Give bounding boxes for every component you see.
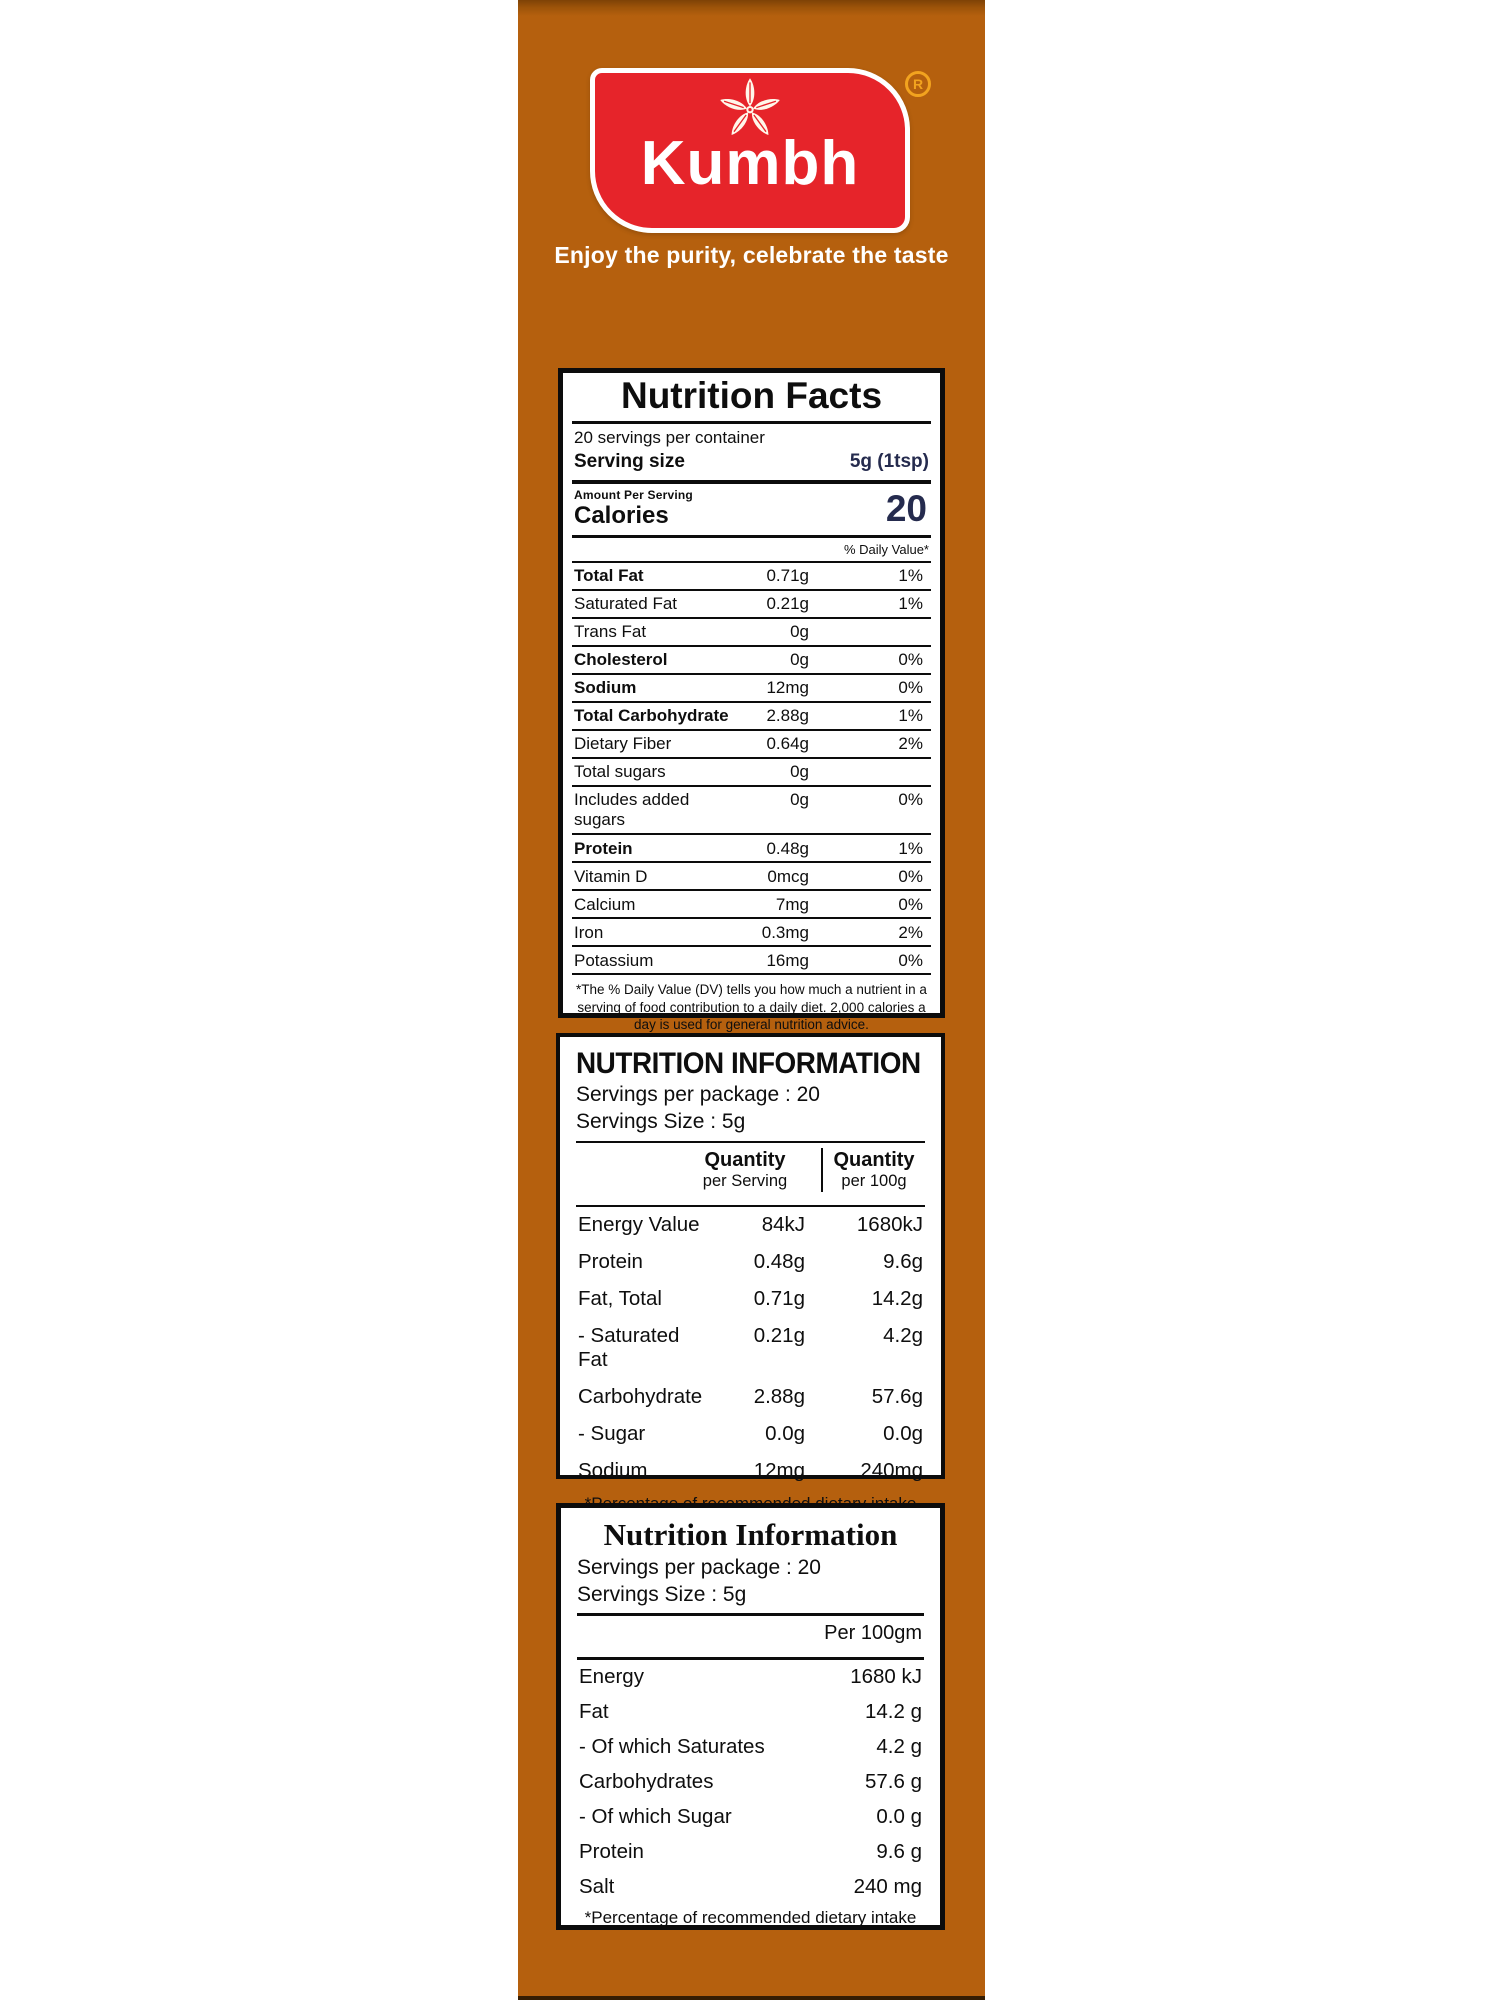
brand-tagline: Enjoy the purity, celebrate the taste: [554, 242, 949, 268]
nutrient-row-label: - Of which Saturates: [579, 1735, 765, 1759]
nutrition-information-table: [576, 1207, 925, 1490]
nutrient-row-label: Vitamin D: [574, 866, 648, 886]
nutrient-row-amount: 2.88g: [766, 706, 809, 726]
nutrient-row-amount: 16mg: [766, 950, 809, 970]
nutrient-row: [576, 1318, 925, 1379]
nutrient-row: [572, 863, 931, 891]
brand-logo: [590, 68, 910, 233]
nutrient-row-amount: 0.48g: [766, 838, 809, 858]
nutrient-row-per_serving: 0.21g: [753, 1324, 805, 1348]
column-header-line: per Serving: [702, 1172, 788, 1190]
nutrient-row-amount: 0mcg: [767, 866, 809, 886]
nutrition-facts-panel: [558, 368, 945, 1033]
calories-value: 20: [885, 487, 927, 529]
nutrient-row: [577, 1835, 924, 1870]
column-header-line: Quantity: [833, 1149, 915, 1171]
nutrient-row: [576, 1379, 925, 1416]
nutrient-row-dv: 0%: [898, 650, 923, 670]
nutrition-information-title: NUTRITION INFORMATION: [576, 1047, 921, 1080]
column-header-per-serving: [669, 1148, 821, 1192]
nutrient-row-per_100g: 0.0g: [883, 1422, 923, 1446]
nutrient-row-dv: 1%: [898, 566, 923, 586]
nutrient-row: [572, 731, 931, 759]
table-column-headers: [576, 1143, 925, 1198]
package-strip: [518, 0, 985, 2000]
nutrient-row: [576, 1207, 925, 1244]
nutrient-row: [572, 675, 931, 703]
nutrient-row-per_serving: 12mg: [753, 1459, 805, 1483]
nutrient-row-label: Fat, Total: [578, 1287, 662, 1311]
column-header-line: Quantity: [704, 1149, 786, 1171]
amount-per-serving-label: Amount Per Serving: [574, 487, 693, 502]
nutrient-row: [572, 619, 931, 647]
nutrient-row-label: Sodium: [574, 678, 637, 698]
nutrient-row-label: - Of which Sugar: [579, 1805, 732, 1829]
nutrient-row-dv: 2%: [898, 734, 923, 754]
nutrition-information-per100-panel: [556, 1503, 945, 1930]
nutrient-row-label: Total Fat: [574, 566, 644, 586]
nutrient-row: [572, 563, 931, 591]
nutrient-row-label: Energy: [579, 1665, 644, 1689]
per-100gm-header: Per 100gm: [824, 1621, 922, 1644]
nutrient-row-label: Calcium: [574, 894, 636, 914]
nutrition-information-panel: [556, 1033, 945, 1483]
nutrient-row-value: 57.6 g: [865, 1770, 922, 1794]
column-header-line: per 100g: [841, 1172, 907, 1190]
nutrient-row: [572, 919, 931, 947]
daily-value-footnote: *The % Daily Value (DV) tells you how much a nutrient in a serving of food contribution to a daily diet. 2,000 calories a day is used for general nutrition advice.: [576, 982, 927, 1033]
nutrient-row-amount: 0.21g: [766, 594, 809, 614]
nutrient-row-label: Salt: [579, 1875, 615, 1899]
nutrient-row-per_serving: 0.71g: [753, 1287, 805, 1311]
nutrient-row-value: 0.0 g: [876, 1805, 922, 1829]
nutrient-row-label: Trans Fat: [574, 622, 647, 642]
brand-name: Kumbh: [640, 129, 860, 198]
dietary-intake-footnote: *Percentage of recommended dietary intake: [584, 1907, 917, 1927]
nutrient-row-dv: 2%: [898, 922, 923, 942]
nutrient-row: [572, 787, 931, 835]
servings-size: Servings Size : 5g: [576, 1110, 746, 1133]
nutrient-row: [572, 647, 931, 675]
calories-section: [572, 484, 931, 538]
nutrient-row: [572, 759, 931, 787]
servings-per-package: Servings per package : 20: [576, 1083, 820, 1106]
nutrition-facts-table: [572, 563, 931, 976]
nutrient-row-amount: 0.71g: [766, 566, 809, 586]
nutrient-row: [576, 1244, 925, 1281]
calories-label: Calories: [574, 501, 669, 529]
nutrient-row: [576, 1453, 925, 1490]
nutrient-row-label: Protein: [579, 1840, 644, 1864]
nutrient-row-label: - Saturated Fat: [578, 1324, 680, 1372]
nutrient-row-label: Carbohydrate: [578, 1385, 703, 1409]
nutrient-row-dv: 0%: [898, 790, 923, 810]
nutrient-row-amount: 0g: [790, 790, 809, 810]
nutrient-row-per_100g: 9.6g: [883, 1250, 923, 1274]
nutrient-row-dv: 1%: [898, 706, 923, 726]
nutrient-row: [572, 591, 931, 619]
nutrient-row-value: 240 mg: [853, 1875, 922, 1899]
nutrient-row-label: - Sugar: [578, 1422, 646, 1446]
nutrient-row: [572, 947, 931, 975]
nutrient-row-amount: 0.64g: [766, 734, 809, 754]
nutrient-row-value: 1680 kJ: [850, 1665, 922, 1689]
nutrient-row-per_serving: 2.88g: [753, 1385, 805, 1409]
nutrient-row: [577, 1730, 924, 1765]
nutrient-row-amount: 12mg: [766, 678, 809, 698]
nutrient-row-per_100g: 14.2g: [871, 1287, 923, 1311]
nutrient-row-label: Fat: [579, 1700, 609, 1724]
nutrient-row-label: Iron: [574, 922, 604, 942]
serving-size-label: Serving size: [574, 450, 685, 472]
nutrient-row-per_serving: 84kJ: [761, 1213, 805, 1237]
nutrient-row: [572, 835, 931, 863]
column-header-per-100g: [821, 1148, 925, 1192]
nutrition-facts-title: Nutrition Facts: [572, 373, 931, 424]
nutrient-row-dv: 1%: [898, 594, 923, 614]
servings-size: Servings Size : 5g: [577, 1582, 747, 1606]
per-100gm-table: [577, 1660, 924, 1905]
nutrient-row-label: Energy Value: [578, 1213, 700, 1237]
serving-info-section: [572, 424, 931, 484]
nutrient-row-label: Sodium: [578, 1459, 648, 1483]
nutrient-row-amount: 0g: [790, 650, 809, 670]
nutrient-row: [577, 1800, 924, 1835]
nutrient-row: [576, 1416, 925, 1453]
nutrient-row-label: Potassium: [574, 950, 654, 970]
nutrient-row-label: Dietary Fiber: [574, 734, 672, 754]
nutrient-row-dv: 0%: [898, 866, 923, 886]
nutrient-row-value: 14.2 g: [865, 1700, 922, 1724]
daily-value-header: % Daily Value*: [572, 538, 931, 563]
nutrient-row: [577, 1695, 924, 1730]
nutrient-row: [576, 1281, 925, 1318]
nutrient-row-amount: 7mg: [775, 894, 809, 914]
nutrient-row-value: 9.6 g: [876, 1840, 922, 1864]
nutrient-row-dv: 0%: [898, 950, 923, 970]
nutrient-row-dv: 0%: [898, 678, 923, 698]
nutrient-row-label: Cholesterol: [574, 650, 668, 670]
servings-per-container: 20 servings per container: [574, 427, 765, 447]
nutrient-row-label: Total Carbohydrate: [574, 706, 729, 726]
nutrient-row-label: Carbohydrates: [579, 1770, 714, 1794]
nutrient-row-label: Total sugars: [574, 762, 666, 782]
nutrient-row: [577, 1765, 924, 1800]
nutrition-information-per100-title: Nutrition Information: [603, 1517, 898, 1552]
serving-size-value: 5g (1tsp): [849, 450, 929, 472]
nutrient-row-amount: 0g: [790, 622, 809, 642]
nutrient-row-label: Includes added sugars: [574, 790, 690, 830]
nutrient-row: [577, 1870, 924, 1905]
registered-trademark-icon: R: [905, 71, 931, 97]
nutrient-row-amount: 0.3mg: [761, 922, 809, 942]
nutrient-row-value: 4.2 g: [876, 1735, 922, 1759]
nutrient-row-per_serving: 0.48g: [753, 1250, 805, 1274]
nutrient-row-per_100g: 240mg: [860, 1459, 923, 1483]
nutrient-row: [577, 1660, 924, 1695]
nutrient-row-dv: 0%: [898, 894, 923, 914]
nutrient-row: [572, 703, 931, 731]
nutrient-row-label: Saturated Fat: [574, 594, 678, 614]
nutrient-row-label: Protein: [574, 838, 633, 858]
nutrient-row-per_100g: 57.6g: [871, 1385, 923, 1409]
servings-per-package: Servings per package : 20: [577, 1555, 821, 1579]
nutrient-row-label: Protein: [578, 1250, 643, 1274]
nutrient-row-per_serving: 0.0g: [765, 1422, 805, 1446]
nutrient-row: [572, 891, 931, 919]
nutrient-row-per_100g: 1680kJ: [856, 1213, 923, 1237]
nutrient-row-dv: 1%: [898, 838, 923, 858]
nutrient-row-per_100g: 4.2g: [883, 1324, 923, 1348]
nutrient-row-amount: 0g: [790, 762, 809, 782]
